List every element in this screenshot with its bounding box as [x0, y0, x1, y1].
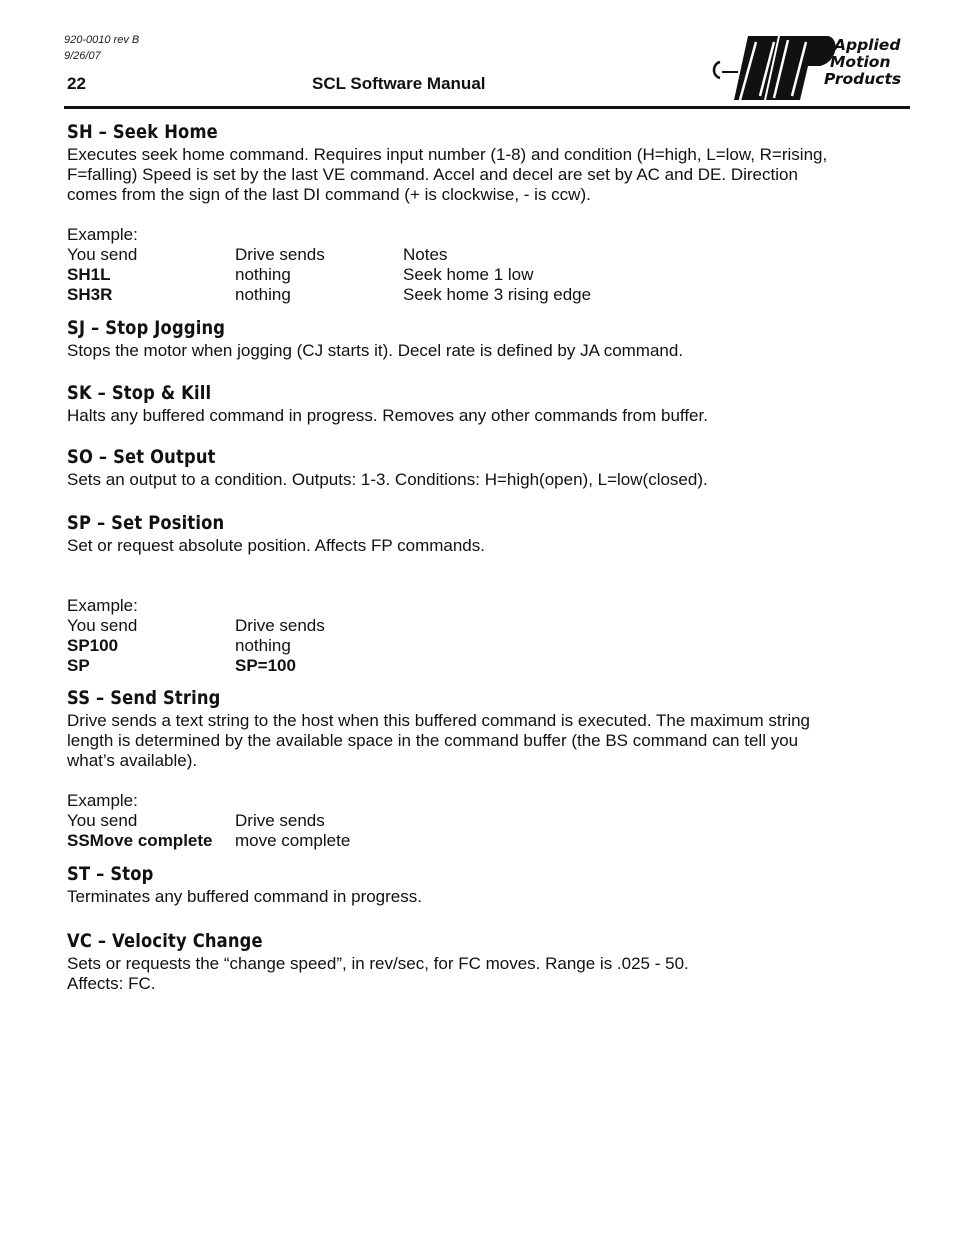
section-heading: SJ – Stop Jogging	[67, 317, 226, 339]
logo-text-line: Motion	[830, 53, 891, 71]
command-cell: SH1L	[67, 265, 111, 284]
section-vc	[67, 928, 917, 994]
example-header-row	[67, 616, 917, 636]
command-cell: SP100	[67, 636, 119, 655]
section-body: Stops the motor when jogging (CJ starts it). Decel rate is defined by JA command.	[67, 341, 684, 360]
section-so	[67, 444, 917, 490]
section-body: Set or request absolute position. Affects FP commands.	[67, 536, 485, 555]
example-row	[67, 656, 917, 676]
notes-cell: Seek home 1 low	[403, 265, 534, 284]
section-heading: SP – Set Position	[67, 512, 225, 534]
section-body: Drive sends a text string to the host when this buffered command is executed. The maximum string length is determined by the available space in the command buffer (the BS command can tell you what’s available).	[67, 711, 811, 770]
column-header: Drive sends	[235, 616, 325, 635]
logo-text-line: Applied	[834, 36, 901, 54]
column-header: Drive sends	[235, 811, 325, 830]
column-header: You send	[67, 811, 138, 830]
revision-date: 9/26/07	[64, 50, 101, 62]
command-cell: SP	[67, 656, 90, 675]
example-row	[67, 636, 917, 656]
section-ss	[67, 685, 917, 851]
response-cell: move complete	[235, 831, 351, 850]
section-body: Sets an output to a condition. Outputs: 1-3. Conditions: H=high(open), L=low(closed).	[67, 470, 708, 489]
logo-text-line: Products	[824, 70, 902, 88]
revision-label: 920-0010 rev B	[64, 34, 140, 46]
example-label: Example:	[67, 791, 138, 810]
section-body: Executes seek home command. Requires input number (1-8) and condition (H=high, L=low, R=rising, F=falling) Speed is set by the last VE command. Accel and decel are set by AC and DE. Direction comes from the sign of the last DI command (+ is clockwise, - is ccw).	[67, 145, 828, 204]
command-cell: SSMove complete	[67, 831, 213, 850]
section-sj	[67, 315, 917, 361]
response-cell: nothing	[235, 265, 291, 284]
section-heading: SK – Stop & Kill	[67, 382, 212, 404]
header-rule	[64, 106, 910, 109]
response-cell: nothing	[235, 285, 291, 304]
section-heading: SS – Send String	[67, 687, 221, 709]
section-body: Terminates any buffered command in progress.	[67, 887, 422, 906]
response-cell: nothing	[235, 636, 291, 655]
example-header-row	[67, 811, 917, 831]
example-label: Example:	[67, 596, 138, 615]
section-heading: VC – Velocity Change	[67, 930, 263, 952]
example-row	[67, 831, 917, 851]
section-st	[67, 861, 917, 907]
command-cell: SH3R	[67, 285, 113, 304]
section-heading: ST – Stop	[67, 863, 154, 885]
example-row	[67, 265, 917, 285]
section-heading: SH – Seek Home	[67, 121, 218, 143]
column-header: You send	[67, 616, 138, 635]
section-sk	[67, 380, 917, 426]
section-sh	[67, 119, 917, 305]
column-header: Drive sends	[235, 245, 325, 264]
page-number: 22	[67, 74, 86, 93]
column-header: Notes	[403, 245, 448, 264]
example-header-row	[67, 245, 917, 265]
logo-mark-icon	[708, 32, 838, 104]
response-cell: SP=100	[235, 656, 296, 675]
example-label: Example:	[67, 225, 138, 244]
section-body: Sets or requests the “change speed”, in rev/sec, for FC moves. Range is .025 - 50. Affects: FC.	[67, 954, 689, 993]
document-title: SCL Software Manual	[312, 74, 486, 93]
example-row	[67, 285, 917, 305]
notes-cell: Seek home 3 rising edge	[403, 285, 592, 304]
column-header: You send	[67, 245, 138, 264]
company-logo	[708, 32, 912, 104]
section-body: Halts any buffered command in progress. Removes any other commands from buffer.	[67, 406, 708, 425]
section-sp	[67, 510, 917, 676]
page-content	[67, 119, 917, 994]
section-heading: SO – Set Output	[67, 446, 216, 468]
